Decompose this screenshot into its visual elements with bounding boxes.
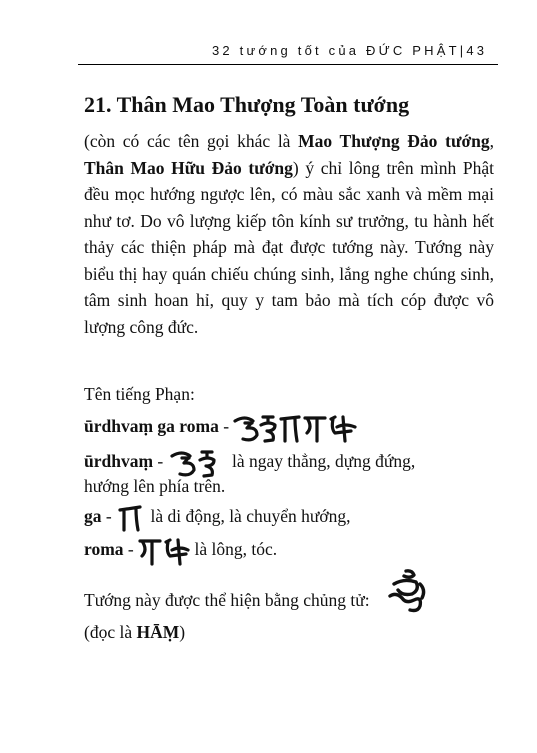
sanskrit-term-urdhvam-ga-roma: ūrdhvaṃ ga roma: [84, 416, 219, 437]
seed-syllable-text: Tướng này được thể hiện bằng chủng tử:: [84, 590, 370, 611]
definition: là di động, là chuyển hướng,: [150, 506, 351, 527]
seed-syllable-name: HĀṂ: [136, 622, 180, 642]
separator: -: [153, 451, 164, 472]
siddham-urdhvam-icon: [168, 448, 228, 478]
intro-text-2: ,: [489, 131, 494, 151]
section-title: 21. Thân Mao Thượng Toàn tướng: [84, 92, 410, 117]
running-header: [212, 43, 488, 63]
header-divider: |: [459, 43, 467, 58]
sanskrit-term-line-4: [84, 536, 277, 566]
siddham-roma-icon: [138, 536, 190, 566]
sanskrit-term-line-2: [84, 448, 415, 478]
separator: -: [218, 416, 230, 437]
sanskrit-term-ga: ga: [84, 506, 102, 527]
alt-name-1: Mao Thượng Đảo tướng: [298, 131, 490, 151]
page-number: 43: [466, 43, 488, 58]
intro-text-1: (còn có các tên gọi khác là: [84, 131, 299, 151]
siddham-ga-icon: [116, 504, 146, 532]
sanskrit-term-roma: roma: [84, 539, 124, 560]
reading-prefix: (đọc là: [84, 622, 137, 642]
sanskrit-term-line-1: [84, 413, 361, 443]
alt-name-2: Thân Mao Hữu Đảo tướng: [84, 157, 293, 178]
seed-syllable-line: [84, 590, 428, 614]
sanskrit-label: Tên tiếng Phạn:: [84, 384, 195, 404]
reading-suffix: ): [179, 622, 186, 642]
intro-paragraph: [84, 128, 494, 340]
intro-text-3: ) ý chỉ lông trên mình Phật đều mọc hướng ngược lên, có màu sắc xanh và mềm mại như tơ. Do vô lượng kiếp tôn kính sư trưởng, tu hành hết thảy các thiện pháp mà đạt được tướng này. Tướng này biểu thị hay quán chiếu chúng sinh, lắng nghe chúng sinh, tâm sinh hoan hỉ, quy y tam bảo mà tích cóp được vô lượng công đức.: [84, 157, 494, 337]
header-text: 32 tướng tốt của ĐỨC PHẬT: [212, 43, 460, 58]
separator: -: [101, 506, 112, 527]
sanskrit-term-line-3: [84, 504, 350, 532]
definition-continued: hướng lên phía trên.: [84, 476, 226, 496]
sanskrit-term-urdhvam: ūrdhvaṃ: [84, 451, 154, 472]
separator: -: [123, 539, 134, 560]
header-rule: [78, 64, 498, 65]
siddham-urdhvam-ga-roma-icon: [233, 413, 361, 443]
definition: là ngay thẳng, dựng đứng,: [232, 451, 416, 472]
definition: là lông, tóc.: [194, 539, 278, 560]
siddham-ham-seed-syllable-icon: [384, 568, 428, 614]
seed-reading-line: [84, 622, 185, 643]
